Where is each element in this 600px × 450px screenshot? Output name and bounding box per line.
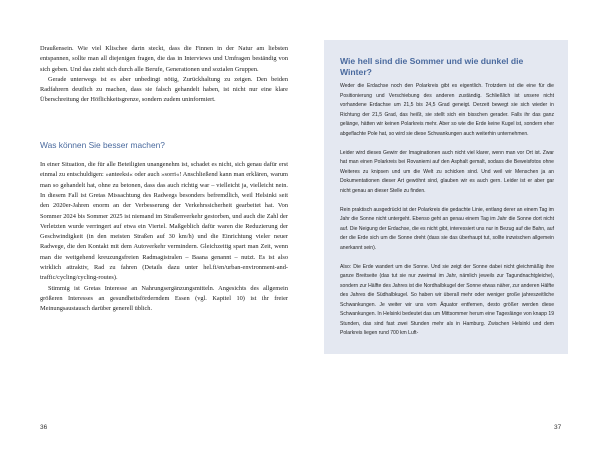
paragraph-supplements: Stimmig ist Gretas Interesse an Nahrungsergänzungsmitteln. Angesichts des allgemein größeren Interesses an gesundheitsförderndem Essen (vgl. Kapitel 10) ist ihr freier Meinungsaustausch darüber generell üblich.: [40, 284, 288, 313]
page-number-right: 37: [554, 424, 562, 431]
paragraph-intro: Draußensein. Wie viel Klischee darin steckt, dass die Finnen in der Natur am liebsten entspannen, sollte man all diejenigen fragen, die das in Interviews und Umfragen beständig von sich geben. Und das zieht sich durch alle Berufe, Generationen und sozialen Gruppen.: [40, 45, 288, 73]
info-box-paragraph: Rein praktisch ausgedrückt ist der Polarkreis die gedachte Linie, entlang derer an einem Tag im Jahr die Sonne nicht untergeht. Ebenso geht an genau einem Tag im Jahr die Sonne dort nicht auf. Die Neigung der Erdachse, die es nicht gibt, interessiert uns nur in Bezug auf die Bahn, auf der die Erde sich um die Sonne dreht (dass sie das überhaupt tut, sollte inzwischen allgemein anerkannt sein).: [340, 206, 554, 251]
paragraph-apology: In einer Situation, die für alle Beteiligten unangenehm ist, schadet es nicht, sich genau dafür erst einmal zu entschuldigen: »anteeksi« oder auch »sorri«! Anschließend kann man erklären, warum man so gehandelt hat, ohne zu betonen, dass das auch richtig war – vielleicht ja, vielleicht nein. In diesem Fall ist Gretas Missachtung des Radwegs besonders befremdlich, weil Helsinki seit den 2020er-Jahren enorm an der Verbesserung der Verkehrssicherheit gearbeitet hat. Von Sommer 2024 bis Sommer 2025 ist niemand im Straßenverkehr gestorben, und auch die Zahl der Verletzten wurde verringert auf etwa ein Viertel. Maßgeblich dafür waren die Reduzierung der Geschwindigkeit (in den meisten Straßen auf 30 km/h) und die Einrichtung vieler neuer Radwege, die den Kontakt mit dem Autoverkehr vermindern. Gleichzeitig spart man Zeit, wenn man die weitgehend kreuzungsfreien Radmagistralen – Baana genannt – nutzt. Es ist also wirklich attraktiv, Rad zu fahren (Details dazu unter hel.fi/en/urban-environment-and-traffic/cycling/cycling-routes).: [40, 161, 288, 282]
left-page-body: [40, 44, 288, 315]
info-box-title: Wie hell sind die Sommer und wie dunkel die Winter?: [340, 56, 524, 77]
section-heading: Was können Sie besser machen?: [40, 139, 165, 150]
paragraph-restraint: Gerade unterwegs ist es aber unbedingt nötig, Zurückhaltung zu zeigen. Den beiden Radfahrern deutlich zu machen, dass sie falsch gehandelt haben, ist nicht nur eine klare Überschreitung der Höflichkeitsgrenze, sondern zudem uninformiert.: [40, 75, 288, 104]
info-box-paragraph: Weder die Erdachse noch den Polarkreis gibt es eigentlich. Trotzdem ist die eine für die Positionierung und Verschiebung des anderen zuständig. Schließlich ist unsere nicht vorhandene Erdachse um 21,5 bis 24,5 Grad geneigt. Derzeit bewegt sie sich wieder in Richtung der 21,5 Grad, das heißt, sie stellt sich ein bisschen gerader. Falls ihr das ganz gelänge, hätten wir keinen Polarkreis mehr. Aber so wie die Erde keine Kugel ist, sondern eher abgeflachte Pole hat, so wird sie diese Schwankungen auch weiterhin unternehmen.: [340, 83, 554, 137]
info-box-paragraph: Leider wird dieses Gewirr der Imaginationen auch nicht viel klarer, wenn man vor Ort ist. Zwar hat man einen Polarkreis bei Rovaniemi auf den Asphalt gemalt, sodass die Beweisfotos ohne Weiteres zu knipsen und um die Welt zu schicken sind. Und weil wir Menschen ja an Dokumentationen dieser Art gewöhnt sind, glauben wir es auch gern. Leider ist er aber gar nicht genau an dieser Stelle zu finden.: [340, 149, 554, 194]
page-number-left: 36: [40, 424, 48, 431]
info-box-body: [340, 82, 554, 348]
info-box-paragraph: Also: Die Erde wandert um die Sonne. Und sie zeigt der Sonne dabei nicht gleichmäßig ihre ganze Breitseite (das tut sie nur zweimal im Jahr, nämlich jeweils zur Tagundnachtgleiche), sondern zur Hälfte des Jahres ist die Nordhalbkugel der Sonne etwas näher, zur anderen Hälfte des Jahres die Südhalbkugel. So haben wir überall mehr oder weniger große jahreszeitliche Schwankungen. Je weiter wir uns vom Äquator entfernen, desto größer werden diese Schwankungen. In Helsinki bedeutet das um Mittsommer herum eine Tageslänge von knapp 19 Stunden, das sind fast zwei Stunden mehr als in Hamburg. Zwischen Helsinki und dem Polarkreis liegen rund 700 km Luft-: [340, 263, 554, 336]
